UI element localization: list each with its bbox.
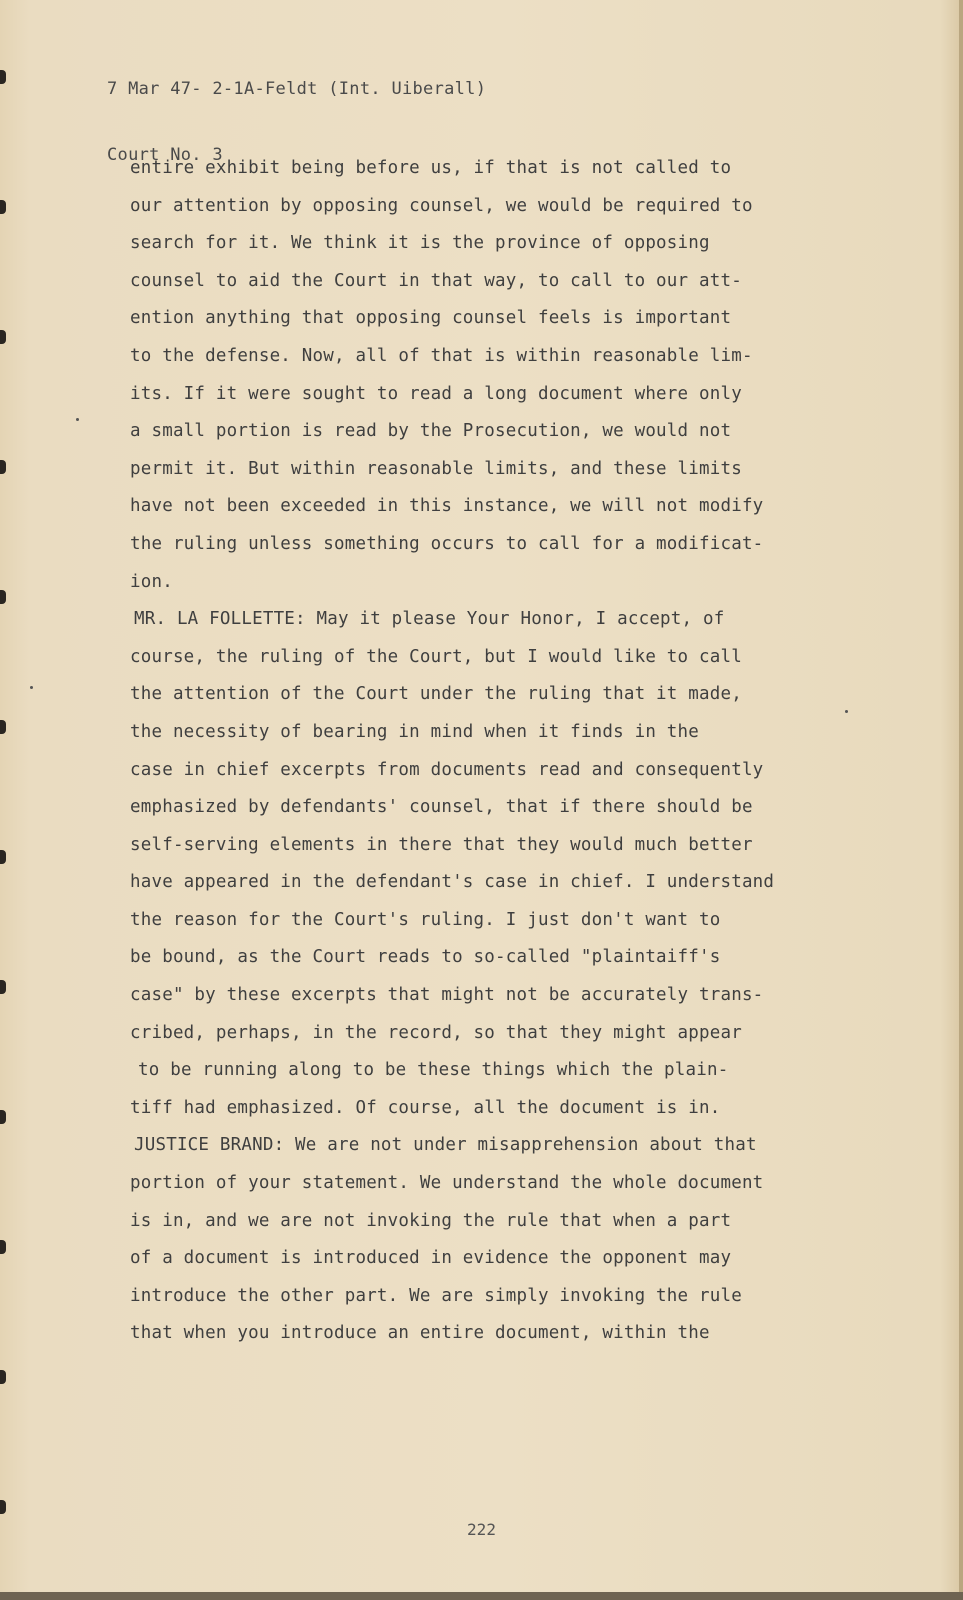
text-line: counsel to aid the Court in that way, to call to our att- (130, 270, 742, 291)
text-line: have not been exceeded in this instance, we will not modify (130, 496, 764, 517)
text-line: a small portion is read by the Prosecution, we would not (130, 421, 732, 442)
text-line: emphasized by defendants' counsel, that if there should be (130, 797, 753, 818)
text-line: be bound, as the Court reads to so-called "plaintaiff's (130, 947, 721, 968)
text-line: is in, and we are not invoking the rule that when a part (130, 1210, 732, 1231)
page-bottom-edge (0, 1592, 963, 1600)
binding-hole (0, 70, 6, 84)
binding-hole (0, 330, 6, 344)
text-line: permit it. But within reasonable limits, and these limits (130, 458, 742, 479)
binding-hole (0, 1370, 6, 1384)
header-date-line: 7 Mar 47- 2-1A-Feldt (Int. Uiberall) (107, 79, 487, 99)
binding-hole (0, 1110, 6, 1124)
text-line: that when you introduce an entire document, within the (130, 1323, 710, 1344)
text-line: to the defense. Now, all of that is within reasonable lim- (130, 345, 753, 366)
binding-hole (0, 1500, 6, 1514)
text-line: cribed, perhaps, in the record, so that they might appear (130, 1022, 742, 1043)
binding-hole (0, 850, 6, 864)
text-line: ention anything that opposing counsel feels is important (130, 308, 732, 329)
binding-hole (0, 460, 6, 474)
binding-hole (0, 980, 6, 994)
text-line: case in chief excerpts from documents read and consequently (130, 759, 764, 780)
text-line: have appeared in the defendant's case in chief. I understand (130, 872, 775, 893)
binding-hole (0, 1240, 6, 1254)
text-line: case" by these excerpts that might not be accurately trans- (130, 985, 764, 1006)
binding-edge (0, 0, 8, 1600)
text-line: the ruling unless something occurs to call for a modificat- (130, 533, 764, 554)
binding-hole (0, 720, 6, 734)
text-line: our attention by opposing counsel, we would be required to (130, 195, 753, 216)
text-line: ion. (130, 571, 173, 592)
text-line: its. If it were sought to read a long document where only (130, 383, 742, 404)
text-line: entire exhibit being before us, if that is not called to (130, 158, 732, 178)
text-line: course, the ruling of the Court, but I would like to call (130, 646, 742, 667)
paper-speck (30, 686, 33, 689)
text-line: tiff had emphasized. Of course, all the document is in. (130, 1097, 721, 1118)
paper-speck (76, 418, 79, 421)
page-number: 222 (467, 1520, 496, 1539)
text-line: the necessity of bearing in mind when it finds in the (130, 721, 700, 742)
page-right-edge (959, 0, 963, 1600)
text-line: introduce the other part. We are simply invoking the rule (130, 1285, 742, 1306)
binding-hole (0, 590, 6, 604)
header-court-line: Court No. 3 (107, 145, 223, 165)
binding-hole (0, 200, 6, 214)
text-line: search for it. We think it is the province of opposing (130, 233, 710, 254)
text-line: portion of your statement. We understand the whole document (130, 1173, 764, 1194)
text-line: the attention of the Court under the ruling that it made, (130, 684, 742, 705)
speaker-line: JUSTICE BRAND: We are not under misapprehension about that (134, 1135, 757, 1156)
transcript-body (130, 150, 850, 1353)
text-line: to be running along to be these things which the plain- (138, 1060, 729, 1081)
speaker-line: MR. LA FOLLETTE: May it please Your Honor, I accept, of (134, 609, 725, 630)
text-line: self-serving elements in there that they would much better (130, 834, 753, 855)
text-line: the reason for the Court's ruling. I just don't want to (130, 909, 721, 930)
text-line: of a document is introduced in evidence the opponent may (130, 1248, 732, 1269)
